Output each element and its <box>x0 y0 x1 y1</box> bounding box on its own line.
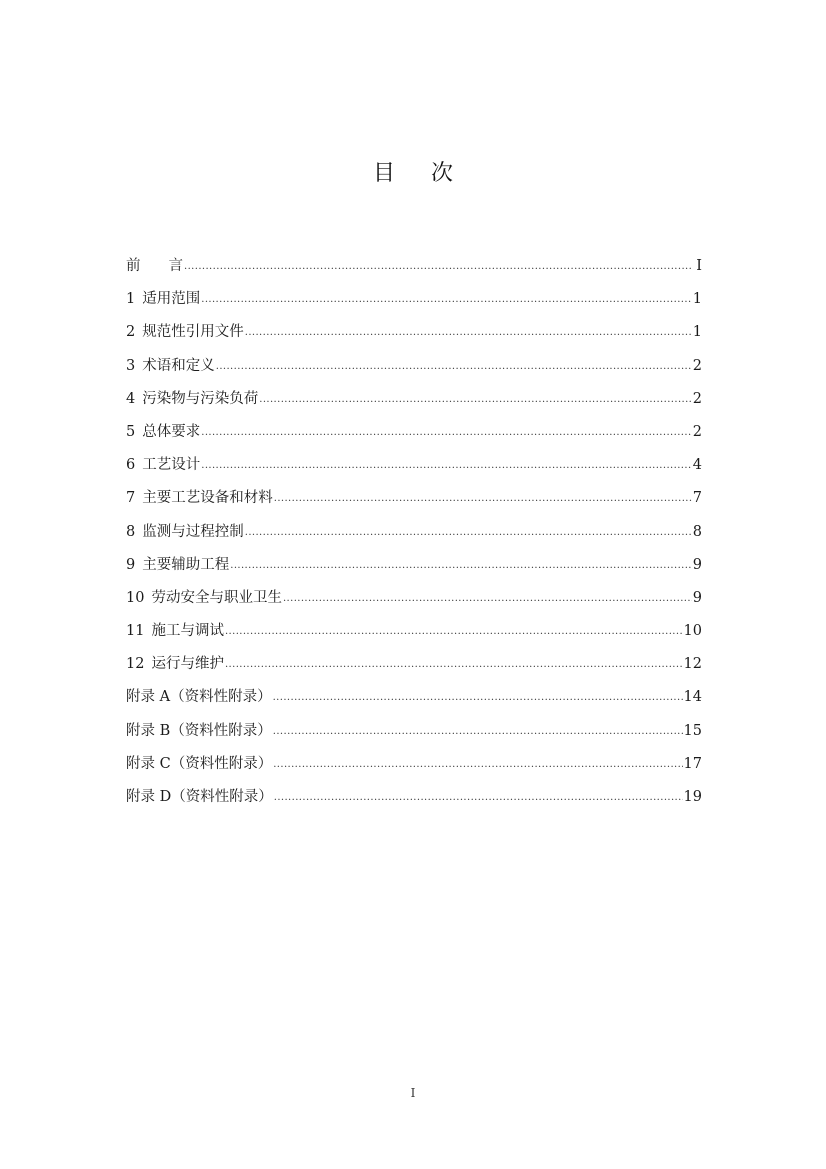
toc-page-number: 19 <box>683 789 702 805</box>
toc-entry-appendix-c[interactable] <box>126 754 702 787</box>
toc-page-number: 8 <box>692 523 702 540</box>
toc-section-number: 12 <box>126 656 145 673</box>
dot-leader <box>216 357 692 377</box>
toc-section-number: 10 <box>126 589 145 606</box>
toc-entry-label <box>126 621 224 641</box>
toc-section-title: 工艺设计 <box>142 457 201 474</box>
toc-entry-label <box>126 522 244 542</box>
toc-entry-appendix-b[interactable] <box>126 721 702 754</box>
page-number-footer: I <box>410 1086 416 1100</box>
toc-entry-label <box>126 322 244 342</box>
dot-leader <box>283 589 692 609</box>
toc-page-number: 14 <box>683 689 702 706</box>
toc-entry-6[interactable] <box>126 455 702 488</box>
toc-entry-label: 附录 B（资料性附录） <box>126 722 272 739</box>
toc-entry-label <box>126 422 200 442</box>
toc-entry-3[interactable] <box>126 356 702 389</box>
toc-entry-2[interactable] <box>126 322 702 355</box>
toc-section-title: 总体要求 <box>142 423 201 440</box>
dot-leader <box>230 556 692 576</box>
toc-section-title: 监测与过程控制 <box>142 523 244 540</box>
toc-page-number: I <box>696 258 702 274</box>
toc-entry-label <box>126 356 215 376</box>
toc-section-number: 11 <box>126 623 145 640</box>
toc-section-number: 4 <box>126 390 136 407</box>
dot-leader <box>201 290 692 310</box>
toc-page-number: 1 <box>692 324 702 341</box>
toc-section-title: 施工与调试 <box>151 623 224 640</box>
toc-section-title: 主要辅助工程 <box>142 556 230 573</box>
dot-leader <box>225 655 683 675</box>
dot-leader <box>273 755 682 775</box>
toc-page-number: 2 <box>692 423 702 440</box>
dot-leader <box>259 390 692 410</box>
toc-section-number: 2 <box>126 324 136 341</box>
toc-entry-foreword[interactable] <box>126 256 702 289</box>
table-of-contents <box>126 256 702 820</box>
toc-entry-label <box>126 488 273 508</box>
dot-leader <box>201 423 692 443</box>
toc-entry-1[interactable] <box>126 289 702 322</box>
toc-page-number: 7 <box>692 490 702 507</box>
dot-leader <box>273 722 683 742</box>
toc-section-number: 5 <box>126 423 136 440</box>
toc-page-number: 1 <box>692 291 702 308</box>
page-title-char-1: 目 <box>372 161 395 186</box>
toc-section-title: 污染物与污染负荷 <box>142 390 259 407</box>
toc-entry-label <box>126 654 224 674</box>
dot-leader <box>225 622 683 642</box>
toc-section-title: 运行与维护 <box>151 656 224 673</box>
toc-entry-label: 附录 D（资料性附录） <box>126 789 273 805</box>
toc-page-number: 9 <box>692 556 702 573</box>
toc-section-title: 术语和定义 <box>142 357 215 374</box>
page-title <box>0 156 826 187</box>
toc-entry-label <box>126 389 258 409</box>
toc-entry-4[interactable] <box>126 389 702 422</box>
toc-label-part: 前 <box>126 258 141 274</box>
toc-entry-12[interactable] <box>126 654 702 687</box>
toc-entry-label: 附录 C（资料性附录） <box>126 755 273 772</box>
toc-section-title: 主要工艺设备和材料 <box>142 490 273 507</box>
toc-page-number: 17 <box>683 755 702 772</box>
toc-section-number: 7 <box>126 490 136 507</box>
toc-entry-label <box>126 555 229 575</box>
toc-section-number: 9 <box>126 556 136 573</box>
dot-leader <box>274 788 683 808</box>
toc-page-number: 9 <box>692 589 702 606</box>
toc-section-number: 3 <box>126 357 136 374</box>
toc-page-number: 12 <box>683 656 702 673</box>
toc-entry-label: 附录 A（资料性附录） <box>126 689 272 706</box>
dot-leader <box>274 489 692 509</box>
toc-page-number: 4 <box>692 457 702 474</box>
toc-section-number: 1 <box>126 291 136 308</box>
toc-entry-appendix-a[interactable] <box>126 687 702 720</box>
toc-page-number: 2 <box>692 357 702 374</box>
toc-page-number: 10 <box>683 623 702 640</box>
toc-entry-appendix-d[interactable] <box>126 787 702 820</box>
toc-entry-8[interactable] <box>126 522 702 555</box>
toc-entry-9[interactable] <box>126 555 702 588</box>
dot-leader <box>201 456 692 476</box>
toc-entry-5[interactable] <box>126 422 702 455</box>
toc-entry-label <box>126 455 200 475</box>
toc-label-part: 言 <box>168 258 183 274</box>
toc-entry-label <box>126 289 200 309</box>
toc-entry-10[interactable] <box>126 588 702 621</box>
dot-leader <box>184 257 693 277</box>
toc-entry-label <box>126 256 183 276</box>
toc-section-title: 规范性引用文件 <box>142 324 244 341</box>
toc-entry-11[interactable] <box>126 621 702 654</box>
toc-section-title: 劳动安全与职业卫生 <box>151 589 282 606</box>
dot-leader <box>245 323 692 343</box>
dot-leader <box>273 688 683 708</box>
toc-section-title: 适用范围 <box>142 291 201 308</box>
page-title-char-2: 次 <box>431 161 454 186</box>
toc-entry-7[interactable] <box>126 488 702 521</box>
toc-page-number: 15 <box>683 722 702 739</box>
toc-page-number: 2 <box>692 390 702 407</box>
dot-leader <box>245 523 692 543</box>
toc-section-number: 6 <box>126 457 136 474</box>
toc-section-number: 8 <box>126 523 136 540</box>
toc-entry-label <box>126 588 282 608</box>
